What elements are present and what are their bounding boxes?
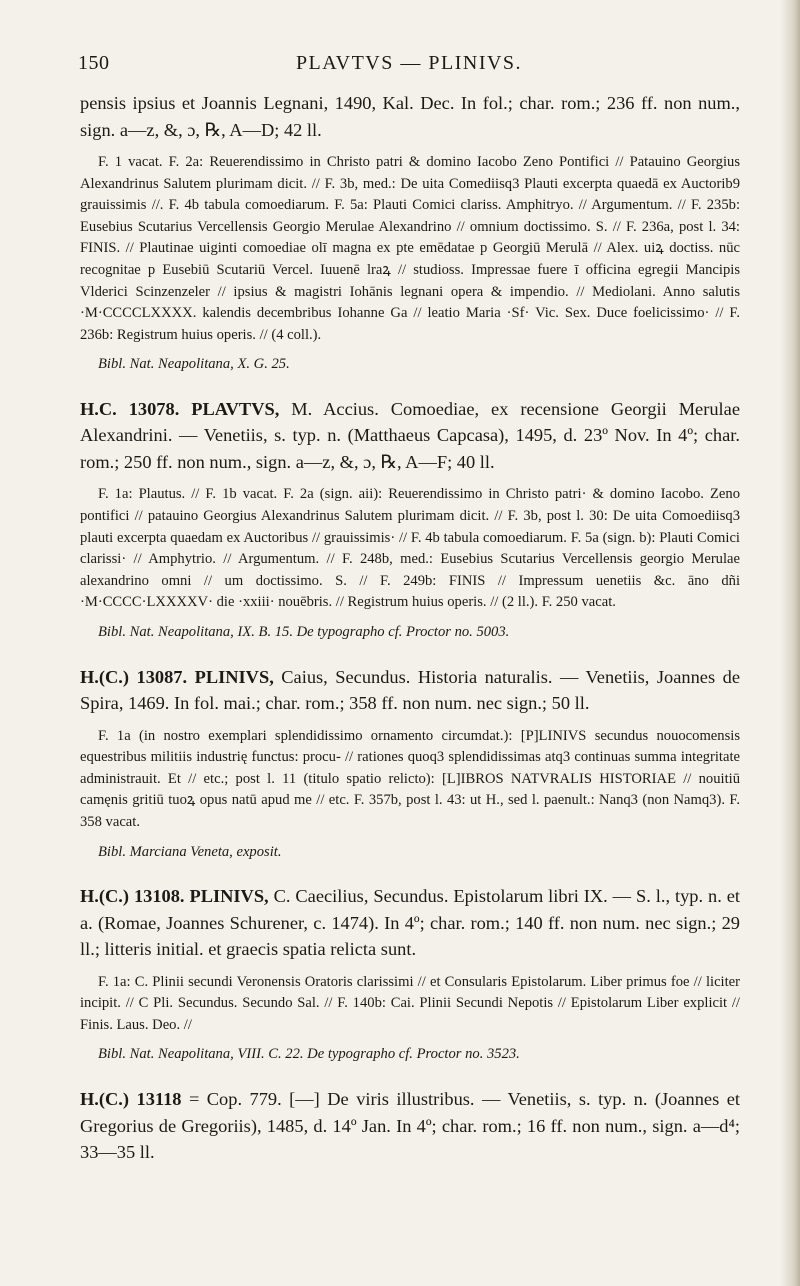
entry-id: H.(C.) 13108. PLINIVS, (80, 886, 269, 907)
entry-bibl: Bibl. Nat. Neapolitana, VIII. C. 22. De typographo cf. Proctor no. 3523. (98, 1046, 520, 1063)
running-title: PLAVTVS — PLINIVS. (295, 52, 523, 74)
entry-13118 (80, 1086, 740, 1166)
entry-heading: H.(C.) 13118 = Cop. 779. [—] De viris illustribus. — Venetiis, s. typ. n. (Joannes et Gregorius de Gregoriis), 1485, d. 14º Jan. In 4º; char. rom.; 16 ff. non num., sign. a—d⁴; 33—35 ll. (80, 1089, 740, 1163)
entry-13108 (80, 883, 740, 1066)
page-edge-shadow (780, 0, 800, 1286)
entry-bibl: Bibl. Marciana Veneta, exposit. (98, 843, 282, 860)
page-number: 150 (78, 52, 110, 74)
entry-heading: pensis ipsius et Joannis Legnani, 1490, Kal. Dec. In fol.; char. rom.; 236 ff. non num., sign. a—z, &, ɔ, ℞, A—D; 42 ll. (80, 93, 740, 140)
entry-notes: F. 1 vacat. F. 2a: Reuerendissimo in Christo patri & domino Iacobo Zeno Pontifici // Patauino Georgius Alexandrinus Salutem plurimam dicit. // F. 3b, med.: De uita Comediisq3 Plauti excerpta quaedā ex Auctorib9 grauissimis //. F. 4b tabula comoediarum. F. 5a: Plauti Comici clariss. Amphitryo. // Argumentum. // F. 235b: Eusebius Scutarius Vercellensis Georgio Merulae Alexandrino // omnium doctissimo. S. // F. 236a, post l. 34: FINIS. // Plautinae uiginti comoediae olī magna ex pte emēdatae p Georgiū Merulā // Alex. uiꝝ doctiss. nūc recognitae p Eusebiū Scutariū Vercel. Iuuenē lraꝝ // studioss. Impressae fuere ī officina egregii Mancipis Vlderici Scinzenzeler // ipsius & magistri Iohānis legnani opera & impendio. // Mediolani. Anno salutis ·M·CCCCLXXXX. kalendis decembribus Iohanne Ga // leatio Maria ·Sf· Vic. Sex. Duce foelicissimo· // F. 236b: Registrum huius operis. // (4 coll.). (80, 154, 740, 343)
page-body (80, 90, 740, 1166)
entry-id: H.(C.) 13118 (80, 1089, 182, 1110)
entry-continuation (80, 90, 740, 376)
entry-notes: F. 1a: C. Plinii secundi Veronensis Oratoris clarissimi // et Consularis Epistolarum. Liber primus foe // liciter incipit. // C Pli. Secundus. Secundo Sal. // F. 140b: Cai. Plinii Secundi Nepotis // Epistolarum Liber explicit // Finis. Laus. Deo. // (80, 973, 740, 1033)
entry-13078 (80, 396, 740, 644)
entry-heading: H.(C.) 13087. PLINIVS, Caius, Secundus. Historia naturalis. — Venetiis, Joannes de Spira, 1469. In fol. mai.; char. rom.; 358 ff. non num. nec sign.; 50 ll. (80, 666, 740, 714)
running-header (78, 52, 740, 82)
entry-notes: F. 1a: Plautus. // F. 1b vacat. F. 2a (sign. aii): Reuerendissimo in Christo patri· & domino Iacobo. Zeno pontifici // patauino Georgius Alexandrinus Salutem plurimam dicit. // F. 3b, post l. 30: De uita Comoediisq3 plauti excerpta quaedam ex Auctoribus // grauissimis· // F. 4b tabula comoediarum. F. 5a (sign. b): Plauti Comici clarissi· // Amphytrio. // Argumentum. // F. 248b, med.: Eusebius Scutarius Vercellensis georgio Merulae alexandrino omni // um doctissimo. S. // F. 249b: FINIS // Impressum uenetiis &c. āno dñi ·M·CCCC·LXXXXV· die ·xxiii· nouēbris. // Registrum huius operis. // (2 ll.). F. 250 vacat. (80, 486, 740, 611)
entry-id: H.C. 13078. PLAVTVS, (80, 398, 280, 419)
entry-13087 (80, 664, 740, 864)
entry-heading: H.C. 13078. PLAVTVS, M. Accius. Comoediae, ex recensione Georgii Merulae Alexandrini. — Venetiis, s. typ. n. (Matthaeus Capcasa), 1495, d. 23º Nov. In 4º; char. rom.; 250 ff. non num., sign. a—z, &, ɔ, ℞, A—F; 40 ll. (80, 398, 740, 472)
entry-id: H.(C.) 13087. PLINIVS, (80, 666, 274, 687)
entry-bibl: Bibl. Nat. Neapolitana, IX. B. 15. De typographo cf. Proctor no. 5003. (98, 624, 510, 640)
entry-bibl: Bibl. Nat. Neapolitana, X. G. 25. (98, 356, 290, 373)
entry-notes: F. 1a (in nostro exemplari splendidissimo ornamento circumdat.): [P]LINIVS secundus nouocomensis equestribus militiis industrię functus: procu- // rationes quoq3 splendidissimas atq3 continuas summa integritate administrauit. Et // etc.; post l. 11 (titulo spatio relicto): [L]IBROS NATVRALIS HISTORIAE // nouitiū camęnis gritiū tuoꝝ opus natū apud me // etc. F. 357b, post l. 43: ut H., sed l. paenult.: Nanq3 (non Namq3). F. 358 vacat. (80, 727, 740, 830)
entry-heading: H.(C.) 13108. PLINIVS, C. Caecilius, Secundus. Epistolarum libri IX. — S. l., typ. n. et a. (Romae, Joannes Schurener, c. 1474). In 4º; char. rom.; 140 ff. non num. nec sign.; 29 ll.; litteris initial. et graecis spatia relicta sunt. (80, 886, 740, 960)
